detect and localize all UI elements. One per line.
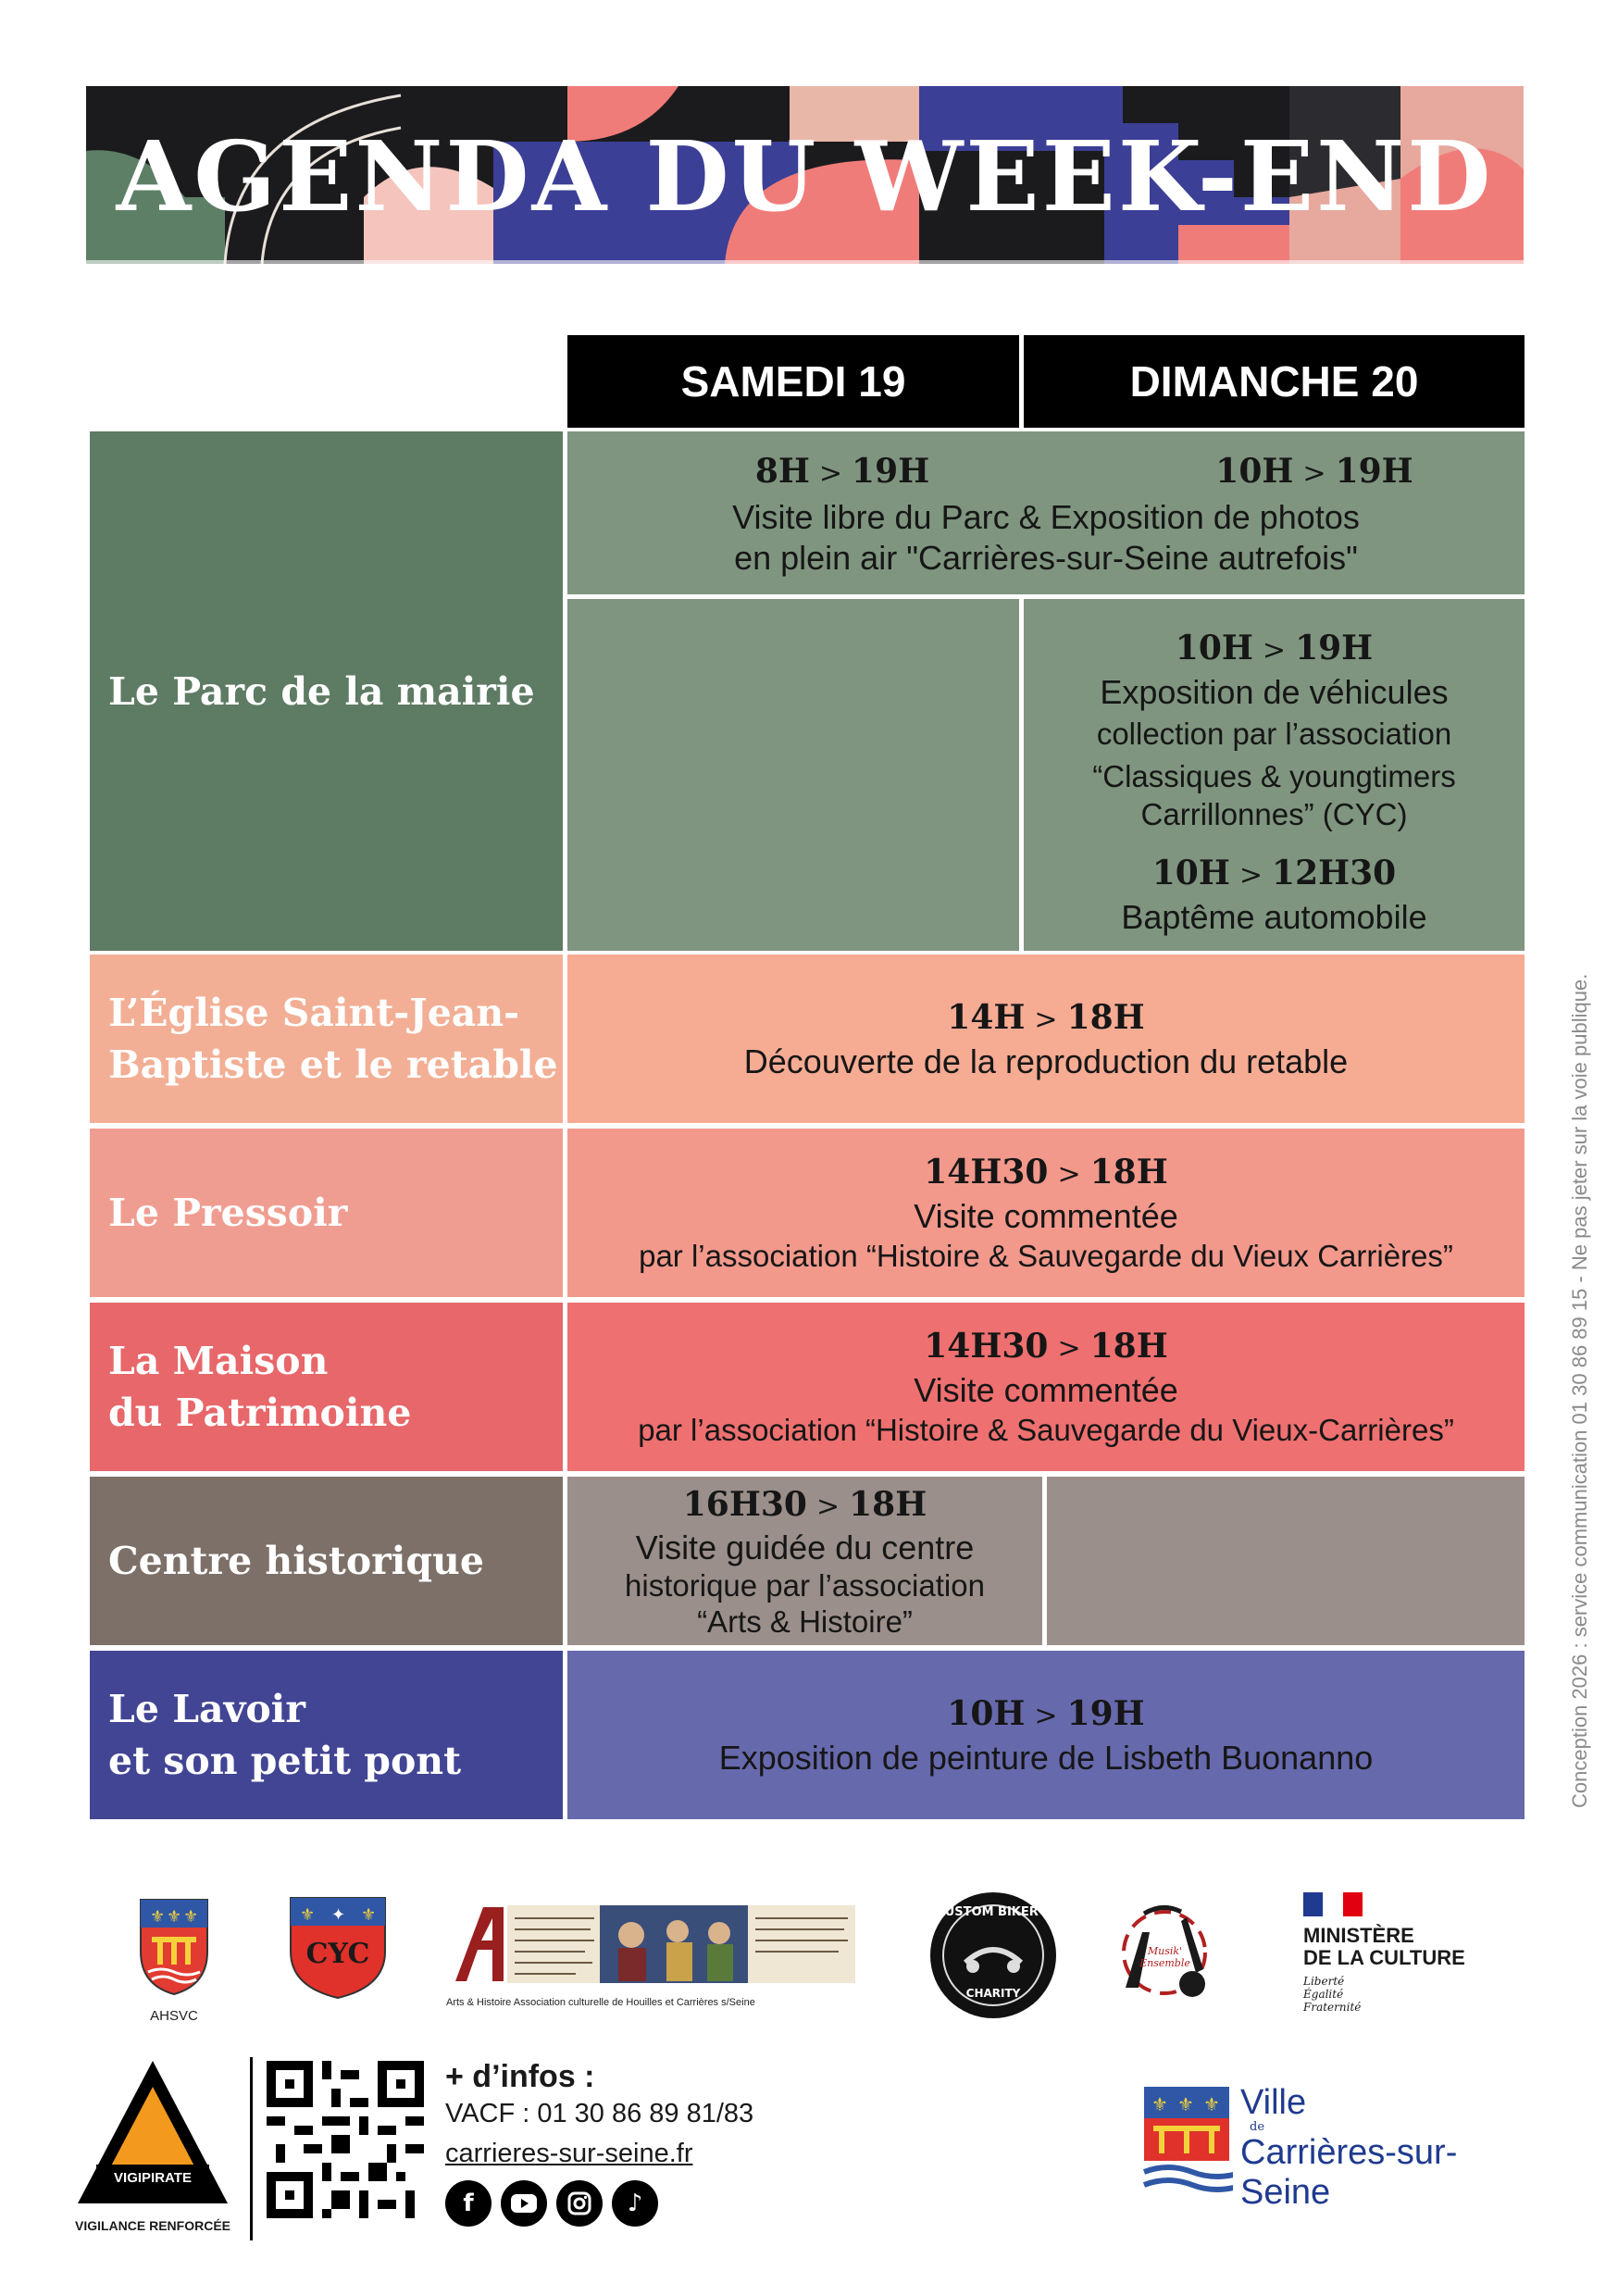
ville-carrieres-logo — [1140, 2083, 1529, 2222]
kustom-bikers-logo — [928, 1890, 1058, 2020]
event-parc-vehicules — [1024, 599, 1525, 951]
venue-label-line: Le Lavoir — [108, 1687, 305, 1731]
kustom-top-text: KUSTOM BIKER'S — [935, 1905, 1052, 1919]
time-end: 19H — [1335, 451, 1413, 491]
ahsvc-logo — [137, 1896, 211, 2026]
arrow-icon: > — [1034, 1699, 1058, 1732]
svg-text:⚜: ⚜ — [1151, 2093, 1168, 2115]
event-maison-patrimoine — [567, 1303, 1525, 1471]
tiktok-icon[interactable]: ♪ — [612, 2180, 658, 2227]
event-description: “Arts & Histoire” — [697, 1603, 913, 1639]
event-time — [924, 1151, 1167, 1196]
svg-text:⚜: ⚜ — [300, 1905, 316, 1925]
time-start: 14H30 — [924, 1327, 1049, 1366]
time-start: 14H — [947, 997, 1026, 1037]
event-centre-historique — [567, 1477, 1042, 1645]
event-pressoir — [567, 1129, 1525, 1297]
divider — [250, 2057, 253, 2240]
arrow-icon: > — [1238, 859, 1263, 892]
devise-fraternite: Fraternité — [1303, 2001, 1362, 2014]
venue-label — [108, 1335, 411, 1439]
kustom-bottom-text: CHARITY — [965, 1987, 1021, 2000]
venue-label — [108, 1683, 461, 1787]
event-description: Visite libre du Parc & Exposition de photos — [732, 497, 1360, 536]
event-description: collection par l’association — [1096, 717, 1452, 751]
venue-lavoir — [90, 1651, 563, 1819]
manuscript-illustration-icon — [446, 1898, 863, 1990]
svg-text:⚜: ⚜ — [167, 1907, 182, 1927]
venue-label-line: L’Église Saint-Jean- — [108, 991, 520, 1035]
time-start: 10H — [1215, 451, 1294, 491]
time-end: 18H — [1089, 1327, 1168, 1366]
arrow-icon: > — [1034, 1003, 1058, 1036]
day-header-saturday: SAMEDI 19 — [567, 335, 1019, 428]
cyc-logo — [287, 1894, 389, 2005]
venue-label-line: La Maison — [108, 1339, 329, 1383]
venue-maison-patrimoine — [90, 1303, 563, 1471]
ville-de: de — [1250, 2120, 1265, 2134]
venue-eglise — [90, 955, 563, 1123]
page-title: AGENDA DU WEEK-END — [116, 119, 1494, 233]
arrow-icon: > — [1057, 1158, 1081, 1191]
time-start: 10H — [947, 1693, 1026, 1733]
event-time — [947, 996, 1144, 1042]
time-end: 18H — [1066, 997, 1145, 1037]
event-description: historique par l’association — [625, 1567, 985, 1603]
svg-text:⚜: ⚜ — [1203, 2093, 1220, 2115]
venue-label-line: du Patrimoine — [108, 1391, 412, 1435]
event-description: Visite commentée — [914, 1371, 1178, 1409]
venue-centre-historique — [90, 1477, 563, 1645]
svg-text:✦: ✦ — [331, 1905, 346, 1925]
venue-label-line: Baptiste et le retable — [108, 1042, 558, 1087]
venue-pressoir — [90, 1129, 563, 1297]
ahsvc-caption: AHSVC — [150, 2008, 198, 2024]
ministere-line2: DE LA CULTURE — [1303, 1946, 1465, 1969]
event-lavoir — [567, 1651, 1525, 1819]
time-end: 19H — [852, 451, 930, 491]
event-description: par l’association “Histoire & Sauvegarde du Vieux Carrières” — [639, 1239, 1453, 1273]
coat-of-arms-icon — [137, 1896, 211, 1998]
event-description: Baptême automobile — [1121, 898, 1427, 936]
venue-label: Centre historique — [108, 1539, 484, 1583]
event-time — [683, 1483, 927, 1529]
time-end: 18H — [849, 1484, 927, 1524]
event-description: Visite commentée — [914, 1197, 1178, 1235]
ville-line2: Carrières-sur-Seine — [1240, 2133, 1458, 2212]
day-header-sunday: DIMANCHE 20 — [1024, 335, 1525, 428]
time-end: 12H30 — [1272, 854, 1397, 892]
ville-crest-icon — [1140, 2083, 1233, 2203]
musik-text: Musik' Ensemble — [1139, 1945, 1190, 1969]
cyc-text: CYC — [305, 1938, 370, 1970]
cyc-crest-icon — [287, 1894, 389, 2002]
venue-parc — [90, 431, 563, 951]
venue-label-line: et son petit pont — [108, 1739, 462, 1783]
svg-text:⚜: ⚜ — [361, 1905, 377, 1925]
event-time — [1152, 852, 1396, 897]
ministere-line1: MINISTÈRE — [1303, 1924, 1414, 1947]
venue-label — [108, 987, 558, 1091]
event-parc-visite — [567, 431, 1525, 594]
arrow-icon: > — [1302, 456, 1326, 490]
event-eglise — [567, 955, 1525, 1123]
musik-ensemble-logo — [1107, 1895, 1223, 2011]
infos-title: + d’infos : — [445, 2059, 595, 2094]
event-time-sunday — [1004, 450, 1523, 495]
time-start: 16H30 — [682, 1484, 807, 1524]
arts-histoire-logo — [446, 1898, 863, 2009]
devise-egalite: Égalité — [1303, 1988, 1344, 2001]
instagram-icon[interactable] — [556, 2180, 603, 2227]
event-time — [924, 1325, 1167, 1370]
time-start: 10H — [1151, 854, 1230, 892]
event-description: Carrillonnes” (CYC) — [1140, 797, 1408, 831]
empty-slot-sunday — [1047, 1477, 1525, 1645]
ministere-culture-logo — [1303, 1892, 1488, 2022]
svg-text:⚜: ⚜ — [150, 1907, 166, 1927]
arrow-icon: > — [1262, 634, 1287, 667]
event-time — [1176, 627, 1373, 672]
event-time — [947, 1692, 1144, 1738]
svg-text:⚜: ⚜ — [183, 1907, 199, 1927]
event-description: Exposition de véhicules — [1100, 673, 1449, 711]
time-end: 18H — [1089, 1153, 1168, 1192]
marianne-flag-icon — [1303, 1892, 1363, 1916]
time-start: 14H30 — [924, 1153, 1049, 1192]
youtube-icon[interactable] — [501, 2180, 547, 2227]
facebook-icon[interactable]: f — [445, 2180, 492, 2227]
event-description: par l’association “Histoire & Sauvegarde du Vieux-Carrières” — [638, 1413, 1454, 1447]
event-description: Exposition de peinture de Lisbeth Buonanno — [718, 1738, 1374, 1777]
infos-website-link[interactable]: carrieres-sur-seine.fr — [445, 2139, 693, 2168]
devise-liberte: Liberté — [1303, 1975, 1345, 1988]
ville-line1: Ville — [1240, 2083, 1307, 2122]
svg-text:⚜: ⚜ — [1177, 2093, 1194, 2115]
qr-code[interactable] — [267, 2061, 424, 2218]
time-start: 8H — [754, 451, 810, 491]
vigipirate-triangle-icon — [74, 2055, 231, 2213]
event-description: Visite guidée du centre — [635, 1528, 975, 1566]
time-start: 10H — [1175, 629, 1253, 668]
banner — [86, 86, 1524, 264]
venue-label: Le Parc de la mairie — [108, 668, 535, 714]
arrow-icon: > — [818, 456, 843, 490]
infos-phone: VACF : 01 30 86 89 81/83 — [445, 2099, 754, 2128]
event-description: en plein air "Carrières-sur-Seine autrefois" — [734, 538, 1358, 577]
venue-label: Le Pressoir — [108, 1191, 348, 1235]
event-time-saturday — [569, 450, 1004, 495]
arrow-icon: > — [815, 1490, 840, 1523]
side-credit: Conception 2026 : service communication 01 30 86 89 15 - Ne pas jeter sur la voie publique. — [1568, 973, 1591, 1808]
vigipirate-label: VIGIPIRATE — [114, 2170, 192, 2186]
arts-histoire-caption: Arts & Histoire Association culturelle de Houilles et Carrières s/Seine — [446, 1997, 755, 2008]
vigipirate-caption: VIGILANCE RENFORCÉE — [74, 2218, 230, 2233]
qr-code-icon — [267, 2061, 424, 2218]
empty-slot-saturday — [567, 599, 1019, 951]
time-end: 19H — [1295, 629, 1374, 668]
event-description: “Classiques & youngtimers — [1092, 759, 1456, 793]
arrow-icon: > — [1057, 1332, 1081, 1365]
vigipirate-logo — [74, 2055, 231, 2240]
event-description: Découverte de la reproduction du retable — [743, 1042, 1349, 1080]
time-end: 19H — [1066, 1693, 1145, 1733]
event-times-row — [567, 450, 1525, 495]
